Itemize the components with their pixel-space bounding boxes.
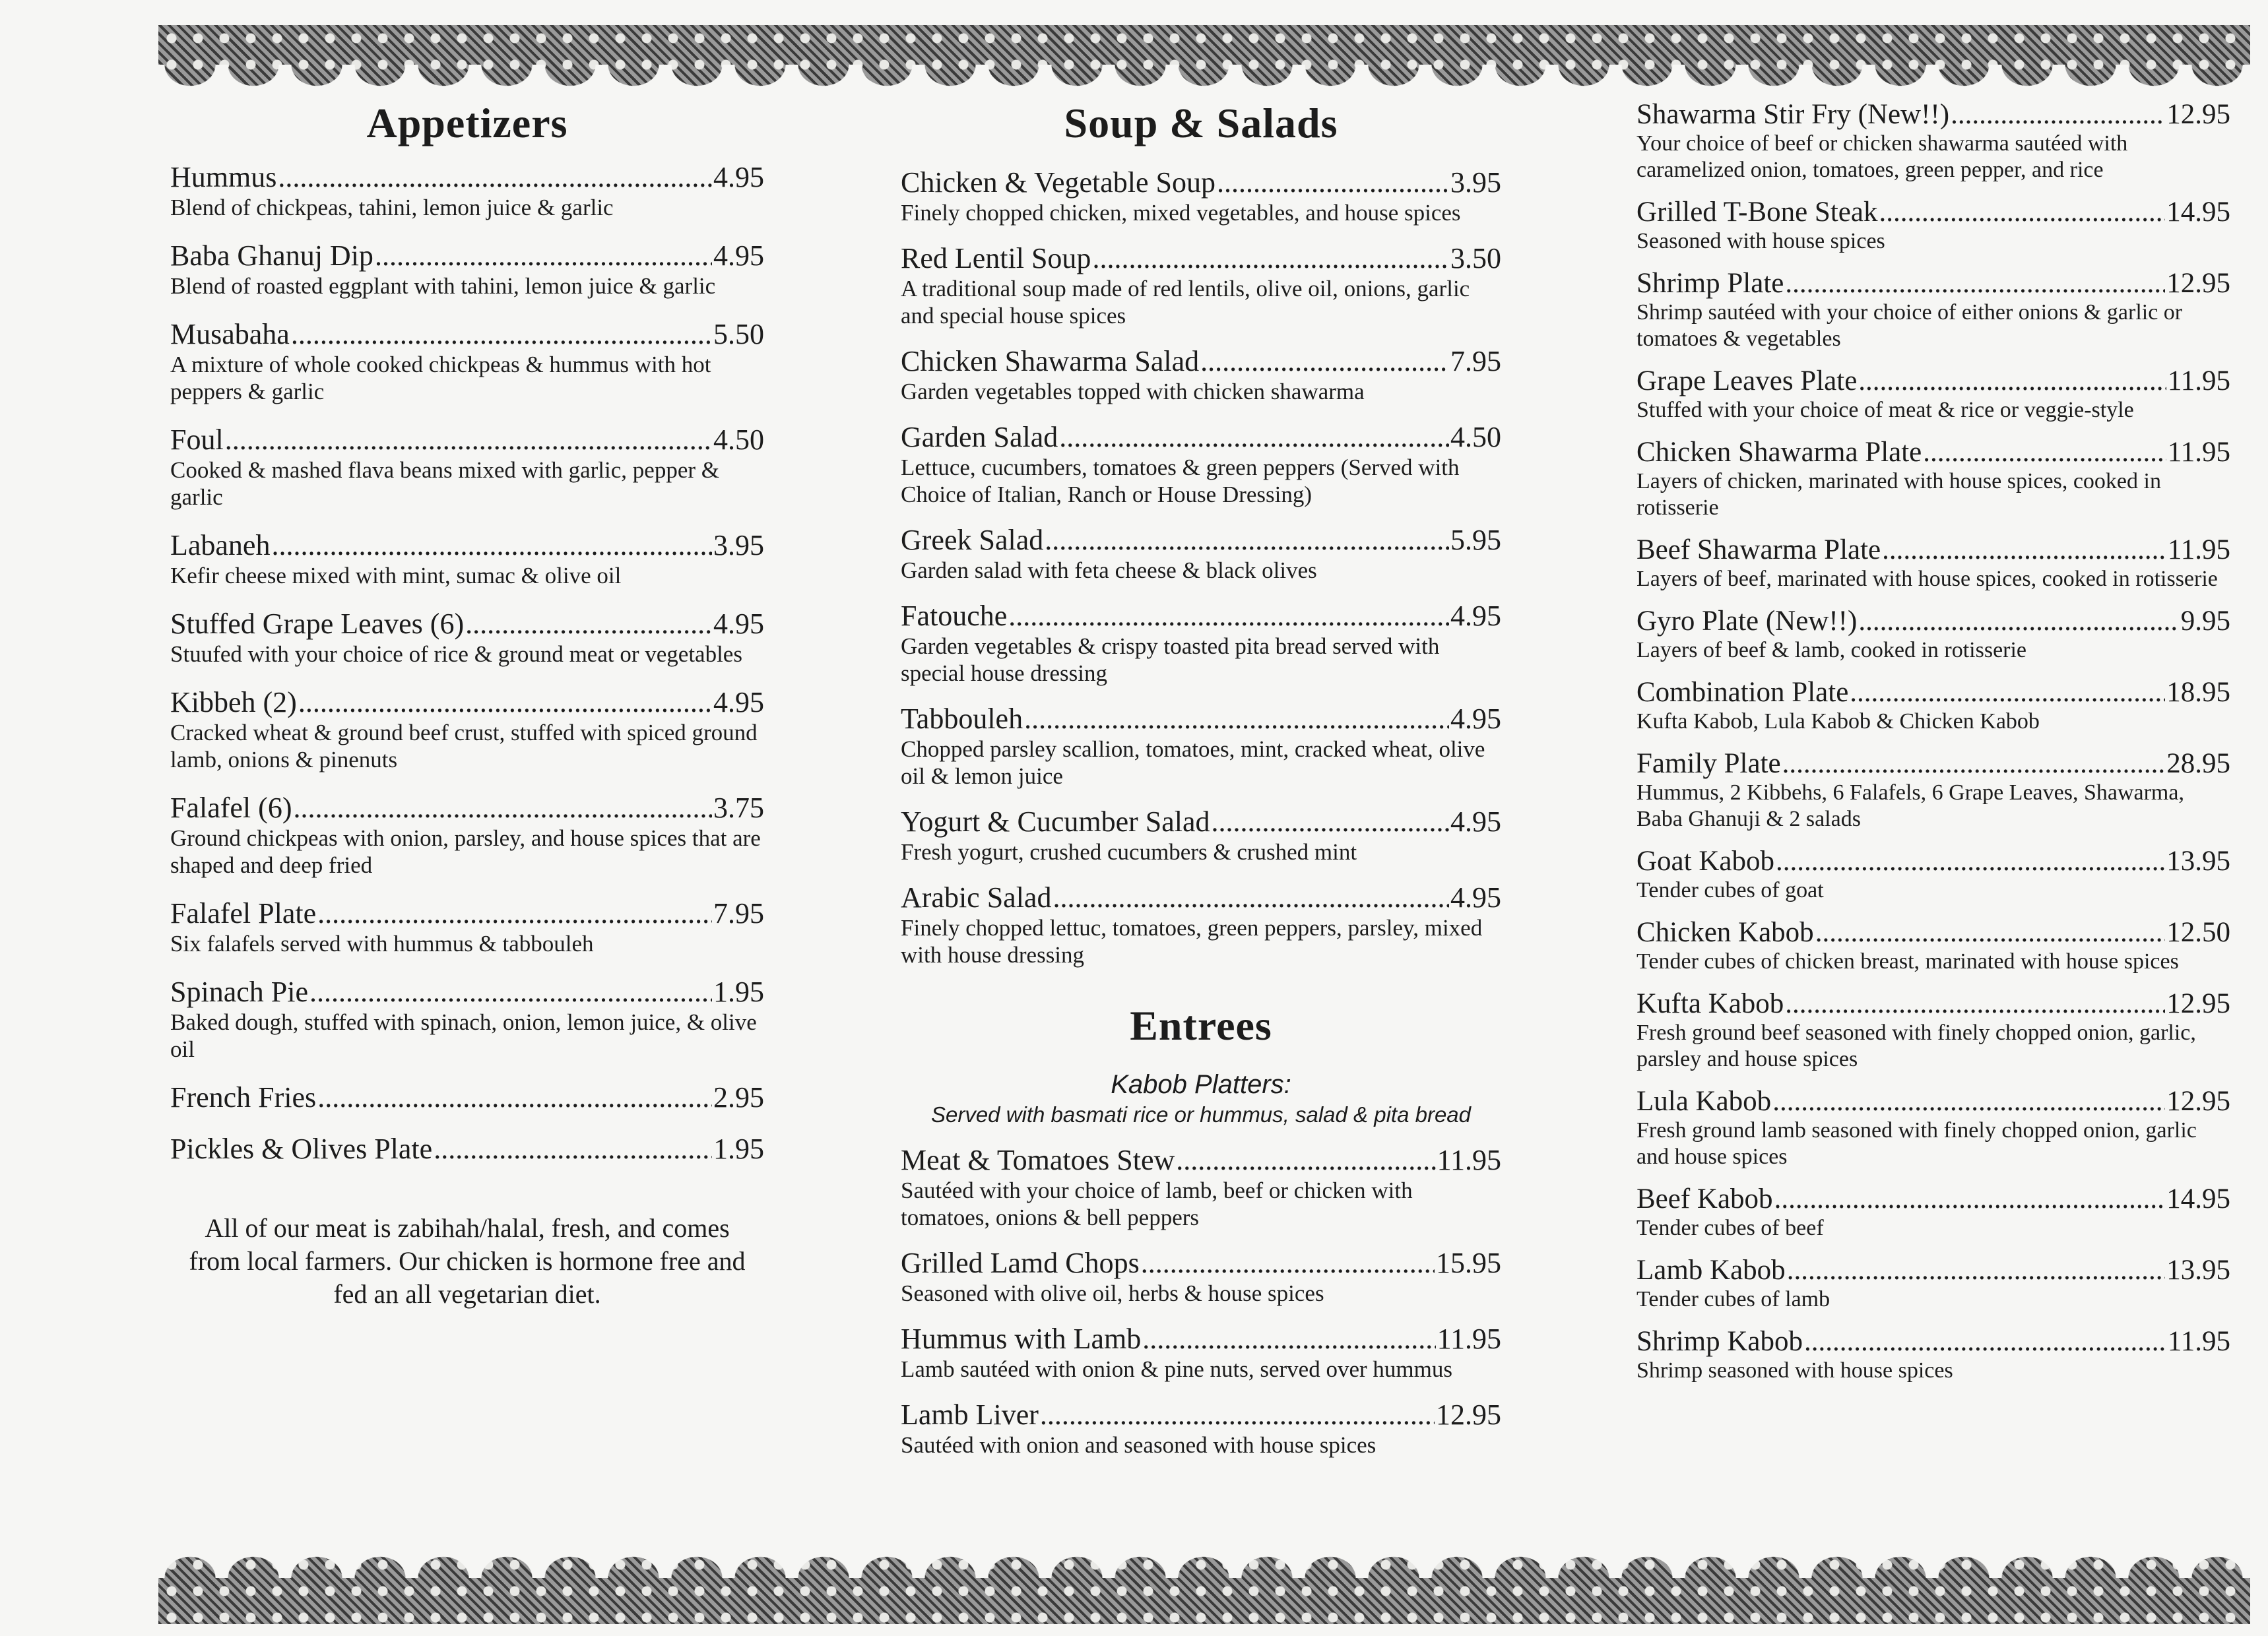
menu-item-row: [1636, 677, 2230, 708]
kabob-platters-note: Served with basmati rice or hummus, salad & pita bread: [930, 1102, 1472, 1127]
menu-item-row: [1636, 197, 2230, 228]
dot-leader: [1785, 268, 2165, 299]
dot-leader: [1141, 1247, 1435, 1280]
dot-leader: [271, 529, 712, 562]
menu-item: [901, 1247, 1501, 1307]
menu-item-row: [170, 1081, 764, 1114]
menu-item-description: Hummus, 2 Kibbehs, 6 Falafels, 6 Grape Leaves, Shawarma, Baba Ghanuji & 2 salads: [1636, 780, 2184, 831]
menu-item-price: 4.50: [713, 424, 764, 456]
menu-item-description: Garden salad with feta cheese & black olives: [901, 557, 1317, 583]
menu-item-row: [1636, 1255, 2230, 1286]
menu-item: [170, 1133, 764, 1166]
menu-item: [901, 1323, 1501, 1383]
menu-item-row: [901, 1247, 1501, 1280]
dot-leader: [1882, 534, 2166, 566]
dot-leader: [1008, 600, 1449, 633]
soups-title: Soup & Salads: [1064, 100, 1338, 146]
menu-item-description: Fresh yogurt, crushed cucumbers & crushed mint: [901, 839, 1357, 865]
menu-item-price: 13.95: [2166, 846, 2230, 877]
menu-item: [1636, 268, 2230, 352]
menu-item: [170, 608, 764, 668]
menu-item-row: [170, 424, 764, 456]
menu-item-description: Layers of chicken, marinated with house spices, cooked in rotisserie: [1636, 469, 2161, 520]
menu-item-name: Beef Shawarma Plate: [1636, 534, 1881, 565]
menu-item-description: Tender cubes of beef: [1636, 1216, 1824, 1240]
menu-item: [170, 239, 764, 299]
dot-leader: [1858, 365, 2166, 397]
dot-leader: [375, 239, 712, 272]
bottom-ornamental-border: [158, 1552, 2250, 1624]
menu-item-price: 4.95: [1450, 805, 1501, 838]
menu-item-row: [170, 608, 764, 641]
menu-item-price: 12.95: [2166, 1086, 2230, 1117]
menu-item-name: Goat Kabob: [1636, 846, 1774, 877]
dot-leader: [1923, 437, 2166, 468]
menu-item-name: French Fries: [170, 1081, 317, 1114]
menu-item-price: 4.95: [1450, 703, 1501, 735]
menu-item-description: Finely chopped chicken, mixed vegetables, and house spices: [901, 200, 1461, 226]
dot-leader: [1176, 1144, 1435, 1177]
menu-item-row: [1636, 1183, 2230, 1215]
menu-item-price: 28.95: [2166, 748, 2230, 779]
dot-leader: [1142, 1323, 1435, 1356]
dot-leader: [278, 161, 712, 194]
menu-item: [901, 703, 1501, 790]
menu-item-name: Combination Plate: [1636, 677, 1849, 708]
menu-item: [901, 1144, 1501, 1231]
menu-item-row: [901, 1399, 1501, 1432]
menu-item-row: [170, 529, 764, 562]
menu-item-price: 14.95: [2166, 197, 2230, 228]
menu-item-price: 12.50: [2166, 917, 2230, 948]
menu-item-price: 11.95: [1437, 1323, 1501, 1355]
menu-item-price: 4.50: [1450, 421, 1501, 453]
menu-item-price: 15.95: [1436, 1247, 1501, 1279]
menu-item-description: Stuufed with your choice of rice & ground meat or vegetables: [170, 641, 742, 667]
menu-item-description: Six falafels served with hummus & tabbouleh: [170, 931, 594, 957]
menu-item-name: Foul: [170, 424, 224, 456]
menu-item: [170, 976, 764, 1063]
entrees-title: Entrees: [1130, 1002, 1272, 1049]
menu-item-price: 3.95: [713, 529, 764, 561]
menu-item: [170, 792, 764, 879]
menu-item: [1636, 988, 2230, 1073]
menu-item-row: [1636, 437, 2230, 468]
menu-item: [1636, 1326, 2230, 1384]
menu-item-name: Hummus: [170, 161, 277, 193]
menu-item-price: 4.95: [713, 239, 764, 272]
menu-item-price: 7.95: [713, 897, 764, 929]
menu-item-name: Chicken Shawarma Salad: [901, 345, 1200, 377]
menu-item-row: [170, 318, 764, 351]
menu-item-description: Fresh ground beef seasoned with finely chopped onion, garlic, parsley and house spices: [1636, 1021, 2196, 1071]
menu-item-name: Greek Salad: [901, 524, 1044, 556]
menu-item-row: [901, 242, 1501, 275]
dot-leader: [291, 318, 712, 351]
menu-item-price: 11.95: [2167, 534, 2230, 565]
menu-item-price: 14.95: [2166, 1183, 2230, 1214]
menu-item-row: [901, 166, 1501, 199]
menu-item: [1636, 1255, 2230, 1313]
menu-item-row: [1636, 748, 2230, 780]
menu-item-price: 1.95: [713, 1133, 764, 1165]
dot-leader: [1782, 748, 2166, 780]
menu-item-row: [1636, 1326, 2230, 1358]
menu-item-description: Blend of roasted eggplant with tahini, lemon juice & garlic: [170, 273, 716, 299]
menu-item-row: [1636, 534, 2230, 566]
menu-item: [1636, 846, 2230, 904]
menu-item-description: Seasoned with house spices: [1636, 229, 1885, 253]
dot-leader: [1059, 421, 1449, 454]
menu-item: [1636, 534, 2230, 592]
plates-list: [1636, 99, 2230, 1384]
menu-item-description: Lettuce, cucumbers, tomatoes & green peppers (Served with Choice of Italian, Ranch or House Dressing): [901, 455, 1460, 507]
menu-item-row: [1636, 365, 2230, 397]
soups-list: [901, 166, 1501, 968]
menu-item-name: Gyro Plate (New!!): [1636, 606, 1858, 637]
menu-item: [1636, 748, 2230, 833]
menu-item-name: Shrimp Kabob: [1636, 1326, 1803, 1357]
menu-item-name: Falafel (6): [170, 792, 292, 824]
menu-item-name: Tabbouleh: [901, 703, 1023, 735]
menu-item-description: Blend of chickpeas, tahini, lemon juice & garlic: [170, 195, 614, 220]
appetizers-list: [170, 161, 764, 1166]
menu-item-name: Lamb Liver: [901, 1399, 1039, 1431]
menu-item-name: Kibbeh (2): [170, 686, 297, 718]
dot-leader: [1040, 1399, 1435, 1432]
menu-item-name: Musabaha: [170, 318, 290, 350]
menu-item: [901, 242, 1501, 329]
menu-item-price: 2.95: [713, 1081, 764, 1114]
dot-leader: [1850, 677, 2165, 708]
dot-leader: [1092, 242, 1449, 275]
menu-item-description: Tender cubes of chicken breast, marinated with house spices: [1636, 949, 2179, 974]
menu-item-price: 12.95: [1436, 1399, 1501, 1431]
menu-item-name: Grilled T-Bone Steak: [1636, 197, 1878, 228]
menu-item: [901, 881, 1501, 968]
menu-item-description: Chopped parsley scallion, tomatoes, mint, cracked wheat, olive oil & lemon juice: [901, 736, 1485, 789]
menu-item-price: 4.95: [713, 686, 764, 718]
menu-item-description: Tender cubes of lamb: [1636, 1287, 1831, 1311]
menu-item-price: 4.95: [1450, 881, 1501, 914]
menu-item-price: 18.95: [2166, 677, 2230, 708]
menu-item-name: Chicken & Vegetable Soup: [901, 166, 1215, 199]
menu-item-description: Layers of beef, marinated with house spices, cooked in rotisserie: [1636, 567, 2218, 591]
menu-item-name: Stuffed Grape Leaves (6): [170, 608, 465, 640]
menu-item-description: Shrimp sautéed with your choice of either onions & garlic or tomatoes & vegetables: [1636, 300, 2183, 351]
menu-item-name: Beef Kabob: [1636, 1183, 1773, 1214]
menu-item-name: Kufta Kabob: [1636, 988, 1784, 1019]
menu-item-row: [901, 1323, 1501, 1356]
menu-item-price: 9.95: [2180, 606, 2230, 637]
menu-item-description: Your choice of beef or chicken shawarma sautéed with caramelized onion, tomatoes, green pepper, and rice: [1636, 131, 2128, 182]
dot-leader: [1212, 805, 1449, 838]
menu-item-description: Layers of beef & lamb, cooked in rotisserie: [1636, 638, 2027, 662]
menu-item-name: Family Plate: [1636, 748, 1781, 779]
dot-leader: [1776, 846, 2165, 877]
menu-item-description: A mixture of whole cooked chickpeas & hummus with hot peppers & garlic: [170, 352, 711, 404]
menu-item-name: Arabic Salad: [901, 881, 1052, 914]
menu-item-row: [170, 897, 764, 930]
dot-leader: [1774, 1183, 2166, 1215]
menu-item-description: A traditional soup made of red lentils, olive oil, onions, garlic and special house spices: [901, 276, 1470, 329]
menu-item-name: Chicken Kabob: [1636, 917, 1814, 948]
menu-item-row: [901, 881, 1501, 914]
dot-leader: [1217, 166, 1449, 199]
menu-item-price: 11.95: [2167, 365, 2230, 396]
menu-item-description: Ground chickpeas with onion, parsley, and house spices that are shaped and deep fried: [170, 825, 761, 878]
menu-item-description: Fresh ground lamb seasoned with finely chopped onion, garlic and house spices: [1636, 1118, 2197, 1169]
menu-item-description: Tender cubes of goat: [1636, 878, 1824, 902]
menu-item-description: Kufta Kabob, Lula Kabob & Chicken Kabob: [1636, 709, 2040, 734]
dot-leader: [293, 792, 712, 825]
menu-item: [901, 1399, 1501, 1459]
menu-item-row: [170, 792, 764, 825]
menu-item: [901, 421, 1501, 508]
menu-item-description: Cooked & mashed flava beans mixed with garlic, pepper & garlic: [170, 457, 719, 510]
menu-item-name: Meat & Tomatoes Stew: [901, 1144, 1175, 1176]
menu-item-row: [1636, 268, 2230, 299]
menu-item-description: Garden vegetables & crispy toasted pita bread served with special house dressing: [901, 633, 1440, 686]
menu-item: [901, 805, 1501, 865]
menu-item: [901, 345, 1501, 405]
dot-leader: [1804, 1326, 2166, 1358]
dot-leader: [1053, 881, 1449, 914]
menu-item-price: 3.75: [713, 792, 764, 824]
halal-note: All of our meat is zabihah/halal, fresh, and comes from local farmers. Our chicken is hormone free and fed an all vegetarian diet.: [189, 1213, 746, 1309]
menu-item-price: 4.95: [713, 608, 764, 640]
menu-item-description: Sautéed with your choice of lamb, beef or chicken with tomatoes, onions & bell peppers: [901, 1178, 1413, 1230]
appetizers-column: [170, 99, 764, 1337]
menu-item-name: Lula Kabob: [1636, 1086, 1772, 1117]
dot-leader: [1815, 917, 2166, 949]
menu-item-name: Labaneh: [170, 529, 271, 561]
menu-item-row: [901, 524, 1501, 557]
dot-leader: [465, 608, 712, 641]
dot-leader: [1787, 1255, 2166, 1286]
dot-leader: [1879, 197, 2165, 228]
menu-item-price: 12.95: [2166, 99, 2230, 130]
menu-item-name: Grilled Lamd Chops: [901, 1247, 1140, 1279]
menu-item: [170, 529, 764, 589]
menu-item-name: Red Lentil Soup: [901, 242, 1091, 274]
dot-leader: [1200, 345, 1449, 378]
menu-item: [1636, 677, 2230, 735]
menu-item: [170, 686, 764, 773]
menu-item-row: [1636, 988, 2230, 1020]
menu-item-description: Garden vegetables topped with chicken shawarma: [901, 379, 1365, 404]
menu-item-price: 11.95: [2167, 1326, 2230, 1357]
menu-item: [1636, 1086, 2230, 1170]
menu-item: [1636, 437, 2230, 521]
menu-item-name: Baba Ghanuj Dip: [170, 239, 373, 272]
menu-item: [170, 897, 764, 957]
menu-item-row: [1636, 1086, 2230, 1117]
menu-item-row: [170, 976, 764, 1009]
menu-item: [1636, 365, 2230, 424]
menu-item-description: Seasoned with olive oil, herbs & house spices: [901, 1280, 1324, 1306]
menu-item-row: [901, 345, 1501, 378]
menu-item: [1636, 1183, 2230, 1242]
menu-item-price: 5.95: [1450, 524, 1501, 556]
dot-leader: [1772, 1086, 2165, 1117]
menu-item-price: 5.50: [713, 318, 764, 350]
menu-item-row: [1636, 917, 2230, 949]
menu-item-name: Chicken Shawarma Plate: [1636, 437, 1922, 468]
menu-item-row: [170, 239, 764, 272]
menu-item: [1636, 99, 2230, 183]
menu-item-description: Finely chopped lettuc, tomatoes, green peppers, parsley, mixed with house dressing: [901, 915, 1483, 968]
menu-item: [1636, 197, 2230, 255]
menu-item-price: 13.95: [2166, 1255, 2230, 1286]
menu-item-description: Kefir cheese mixed with mint, sumac & olive oil: [170, 563, 622, 588]
menu-item-row: [170, 1133, 764, 1166]
menu-item-name: Yogurt & Cucumber Salad: [901, 805, 1210, 838]
menu-item: [170, 318, 764, 405]
dot-leader: [1024, 703, 1449, 736]
menu-item: [170, 424, 764, 511]
dot-leader: [1045, 524, 1449, 557]
menu-item-name: Lamb Kabob: [1636, 1255, 1786, 1286]
menu-item-row: [1636, 606, 2230, 637]
menu-item-price: 4.95: [1450, 600, 1501, 632]
menu-item-description: Sautéed with onion and seasoned with house spices: [901, 1432, 1377, 1458]
appetizers-title: Appetizers: [366, 100, 568, 146]
dot-leader: [298, 686, 712, 719]
menu-item-row: [901, 805, 1501, 838]
menu-item-row: [901, 600, 1501, 633]
menu-item-row: [1636, 846, 2230, 877]
menu-item-price: 11.95: [1437, 1144, 1501, 1176]
menu-item-price: 4.95: [713, 161, 764, 193]
menu-item-name: Pickles & Olives Plate: [170, 1133, 433, 1165]
dot-leader: [434, 1133, 712, 1166]
menu-item-name: Fatouche: [901, 600, 1008, 632]
menu-item-description: Shrimp seasoned with house spices: [1636, 1358, 1953, 1383]
menu-item-name: Grape Leaves Plate: [1636, 365, 1858, 396]
dot-leader: [225, 424, 712, 456]
menu-item: [901, 524, 1501, 584]
menu-item-price: 12.95: [2166, 268, 2230, 299]
menu-item-description: Lamb sautéed with onion & pine nuts, served over hummus: [901, 1356, 1452, 1382]
menu-item-description: Baked dough, stuffed with spinach, onion, lemon juice, & olive oil: [170, 1009, 757, 1062]
menu-item-price: 7.95: [1450, 345, 1501, 377]
top-ornamental-border: [158, 25, 2250, 91]
menu-item-row: [170, 161, 764, 194]
dot-leader: [317, 897, 712, 930]
menu-item-description: Stuffed with your choice of meat & rice or veggie-style: [1636, 398, 2134, 422]
menu-item: [170, 1081, 764, 1114]
menu-item-row: [901, 421, 1501, 454]
menu-item-price: 1.95: [713, 976, 764, 1008]
menu-item-price: 11.95: [2167, 437, 2230, 468]
dot-leader: [1785, 988, 2165, 1020]
dot-leader: [1858, 606, 2179, 637]
dot-leader: [1951, 99, 2165, 131]
menu-item: [901, 600, 1501, 687]
menu-item-name: Falafel Plate: [170, 897, 317, 929]
kabob-platters-subtitle: Kabob Platters:: [1111, 1070, 1291, 1099]
menu-item-name: Shawarma Stir Fry (New!!): [1636, 99, 1950, 130]
menu-item-row: [170, 686, 764, 719]
entrees-list: [901, 1144, 1501, 1459]
menu-item-name: Shrimp Plate: [1636, 268, 1784, 299]
menu-item-row: [1636, 99, 2230, 131]
menu-item-row: [901, 703, 1501, 736]
plates-column: [1636, 99, 2230, 1397]
menu-item: [1636, 606, 2230, 664]
menu-item-description: Cracked wheat & ground beef crust, stuffed with spiced ground lamb, onions & pinenuts: [170, 720, 758, 772]
menu-item-price: 3.50: [1450, 242, 1501, 274]
menu-item-name: Spinach Pie: [170, 976, 308, 1008]
dot-leader: [317, 1081, 712, 1114]
menu-item-price: 12.95: [2166, 988, 2230, 1019]
menu-item-name: Garden Salad: [901, 421, 1058, 453]
menu-item-row: [901, 1144, 1501, 1177]
menu-item: [901, 166, 1501, 226]
menu-item: [1636, 917, 2230, 975]
menu-item-price: 3.95: [1450, 166, 1501, 199]
dot-leader: [309, 976, 712, 1009]
soups-entrees-column: [901, 99, 1501, 1474]
menu-item-name: Hummus with Lamb: [901, 1323, 1142, 1355]
menu-item: [170, 161, 764, 221]
